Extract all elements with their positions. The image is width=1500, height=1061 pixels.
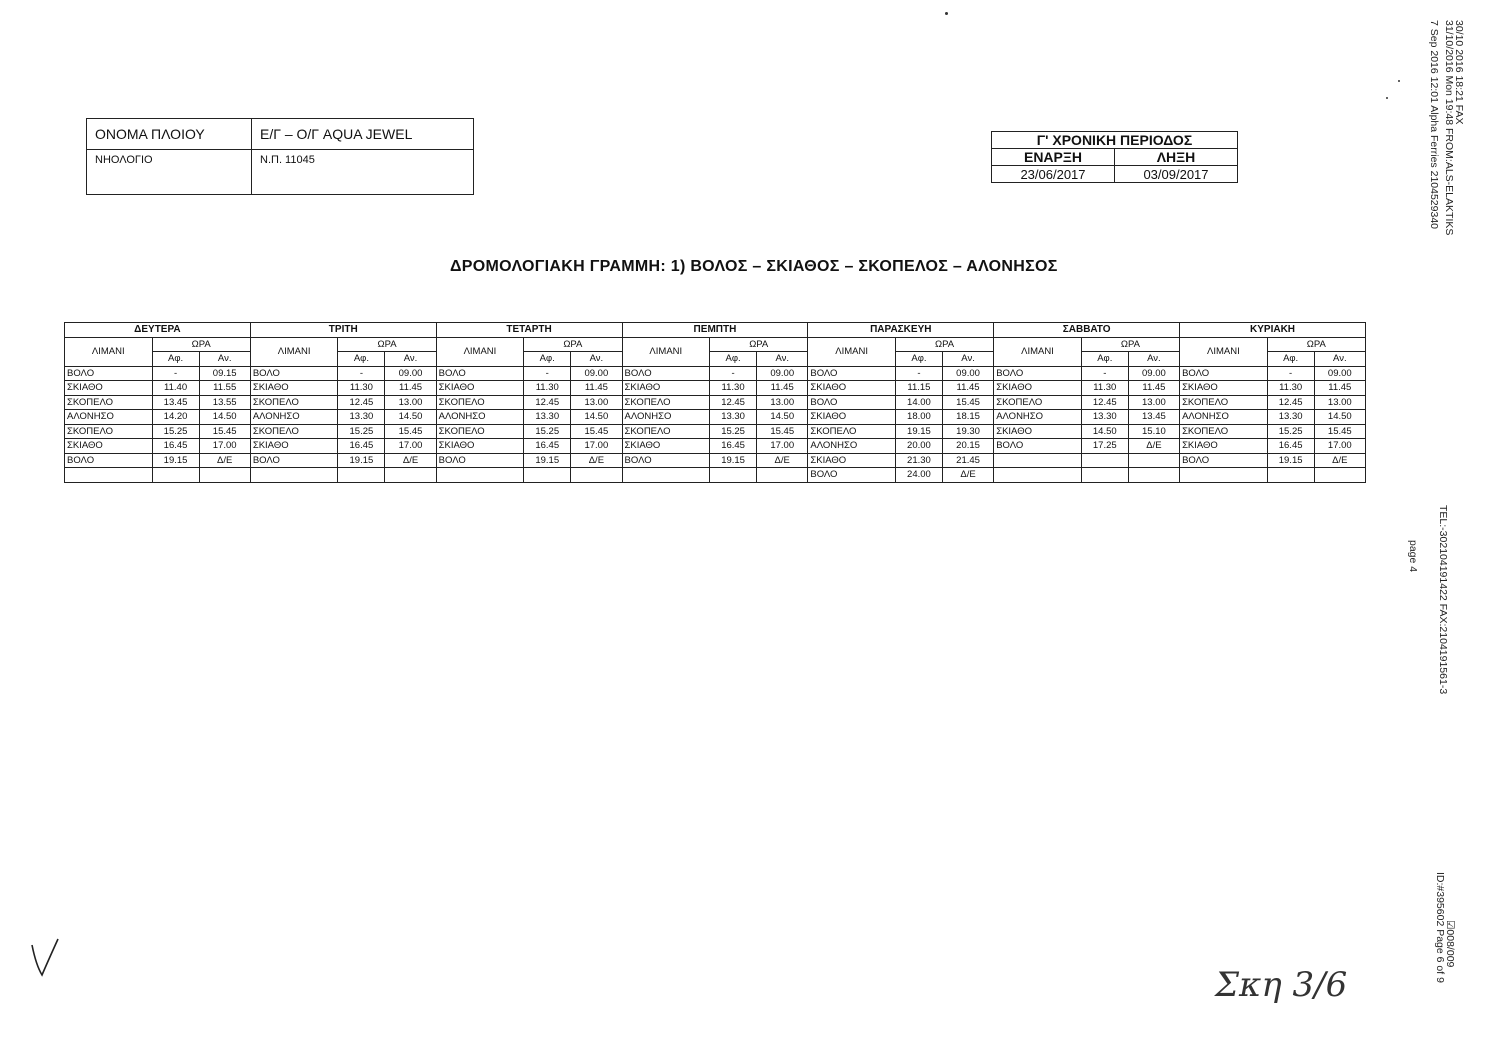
port-cell: ΣΚΟΠΕΛΟ: [1180, 395, 1268, 410]
arrival-time: -: [524, 366, 571, 381]
port-cell: ΣΚΟΠΕΛΟ: [65, 395, 153, 410]
departure-time: 15.45: [757, 424, 808, 439]
port-cell: ΒΟΛΟ: [1180, 453, 1268, 468]
arrival-header: Αφ.: [152, 352, 199, 367]
departure-time: 14.50: [1314, 410, 1365, 425]
fax-header-line: TEL:-302104191422 FAX:2104191561-3: [1437, 505, 1449, 695]
arrival-header: Αφ.: [895, 352, 942, 367]
port-cell: ΣΚΟΠΕΛΟ: [250, 395, 338, 410]
arrival-time: 24.00: [895, 468, 942, 483]
departure-time: 11.45: [1314, 381, 1365, 396]
departure-time: 14.50: [571, 410, 622, 425]
day-header: ΣΑΒΒΑΤΟ: [994, 323, 1180, 338]
port-header: ΛΙΜΑΝΙ: [808, 337, 896, 366]
period-table: [991, 131, 1238, 183]
time-header: ΩΡΑ: [1081, 337, 1179, 352]
arrival-time: [710, 468, 757, 483]
ship-info-table: [86, 118, 474, 195]
arrival-time: 21.30: [895, 453, 942, 468]
port-cell: ΣΚΟΠΕΛΟ: [250, 424, 338, 439]
departure-time: 13.00: [1314, 395, 1365, 410]
arrival-time: 18.00: [895, 410, 942, 425]
departure-time: 13.00: [571, 395, 622, 410]
port-cell: ΣΚΙΑΘΟ: [250, 381, 338, 396]
day-header: ΠΕΜΠΤΗ: [622, 323, 808, 338]
arrival-time: 19.15: [338, 453, 385, 468]
departure-header: Αν.: [1314, 352, 1365, 367]
departure-time: 09.15: [199, 366, 250, 381]
departure-time: 17.00: [199, 439, 250, 454]
port-cell: ΑΛΟΝΗΣΟ: [65, 410, 153, 425]
arrival-time: 12.45: [338, 395, 385, 410]
checkmark-icon: [28, 935, 62, 981]
port-cell: ΣΚΙΑΘΟ: [622, 381, 710, 396]
port-header: ΛΙΜΑΝΙ: [994, 337, 1082, 366]
departure-time: 15.45: [571, 424, 622, 439]
period-end-date: 03/09/2017: [1115, 166, 1238, 183]
schedule-table: [64, 322, 1366, 483]
port-cell: ΣΚΟΠΕΛΟ: [65, 424, 153, 439]
time-header: ΩΡΑ: [710, 337, 808, 352]
arrival-time: 14.20: [152, 410, 199, 425]
day-header-row: [65, 323, 1366, 338]
arrival-time: -: [710, 366, 757, 381]
departure-header: Αν.: [757, 352, 808, 367]
port-cell: ΒΟΛΟ: [250, 366, 338, 381]
departure-time: 17.00: [385, 439, 436, 454]
arrival-time: 11.15: [895, 381, 942, 396]
departure-time: 11.55: [199, 381, 250, 396]
fax-header-line: ID:#395602 Page 6 of 9: [1434, 872, 1446, 983]
arrival-time: 20.00: [895, 439, 942, 454]
departure-time: 19.30: [942, 424, 993, 439]
departure-time: 13.00: [1128, 395, 1179, 410]
departure-header: Αν.: [1128, 352, 1179, 367]
departure-time: [571, 468, 622, 483]
table-row: [65, 395, 1366, 410]
departure-header: Αν.: [942, 352, 993, 367]
day-header: ΠΑΡΑΣΚΕΥΗ: [808, 323, 994, 338]
departure-time: [1128, 453, 1179, 468]
departure-time: 11.45: [757, 381, 808, 396]
table-row: [65, 439, 1366, 454]
fax-header-line: 7 Sep 2016 12:01 Alpha Ferries 2104529340: [1428, 20, 1440, 230]
departure-time: [199, 468, 250, 483]
port-header: ΛΙΜΑΝΙ: [622, 337, 710, 366]
departure-time: [1314, 468, 1365, 483]
arrival-time: 13.30: [338, 410, 385, 425]
arrival-time: -: [1267, 366, 1314, 381]
period-start-label: ΕΝΑΡΞΗ: [992, 149, 1115, 166]
arrival-time: 12.45: [1267, 395, 1314, 410]
port-cell: ΒΟΛΟ: [994, 439, 1082, 454]
port-cell: [65, 468, 153, 483]
period-end-label: ΛΗΞΗ: [1115, 149, 1238, 166]
port-cell: ΑΛΟΝΗΣΟ: [808, 439, 896, 454]
departure-time: 15.45: [942, 395, 993, 410]
departure-time: Δ/Ε: [1314, 453, 1365, 468]
arrival-time: 19.15: [1267, 453, 1314, 468]
port-cell: ΣΚΟΠΕΛΟ: [436, 424, 524, 439]
port-cell: ΒΟΛΟ: [622, 453, 710, 468]
port-cell: ΑΛΟΝΗΣΟ: [994, 410, 1082, 425]
time-header: ΩΡΑ: [524, 337, 622, 352]
table-row: [65, 410, 1366, 425]
port-cell: ΣΚΙΑΘΟ: [994, 381, 1082, 396]
arrival-time: 13.30: [1267, 410, 1314, 425]
arrival-time: 15.25: [710, 424, 757, 439]
departure-time: 11.45: [571, 381, 622, 396]
port-cell: ΣΚΙΑΘΟ: [436, 439, 524, 454]
arrival-time: 19.15: [710, 453, 757, 468]
departure-time: 13.00: [385, 395, 436, 410]
period-title: Γ' ΧΡΟΝΙΚΗ ΠΕΡΙΟΔΟΣ: [992, 132, 1238, 149]
arrival-time: 11.30: [1267, 381, 1314, 396]
arrival-header: Αφ.: [338, 352, 385, 367]
port-cell: ΣΚΟΠΕΛΟ: [622, 395, 710, 410]
port-header: ΛΙΜΑΝΙ: [65, 337, 153, 366]
ship-name-label: ΟΝΟΜΑ ΠΛΟΙΟΥ: [87, 119, 252, 150]
departure-time: [757, 468, 808, 483]
arrival-time: 13.30: [710, 410, 757, 425]
arrival-time: 11.30: [524, 381, 571, 396]
departure-time: 09.00: [571, 366, 622, 381]
departure-header: Αν.: [199, 352, 250, 367]
port-cell: [622, 468, 710, 483]
port-cell: ΣΚΙΑΘΟ: [808, 410, 896, 425]
arrival-time: [1267, 468, 1314, 483]
arrival-time: 13.30: [1081, 410, 1128, 425]
departure-time: 11.45: [1128, 381, 1179, 396]
ship-registry-value: Ν.Π. 11045: [252, 150, 474, 195]
arrival-time: 15.25: [152, 424, 199, 439]
port-cell: ΑΛΟΝΗΣΟ: [1180, 410, 1268, 425]
departure-time: 17.00: [757, 439, 808, 454]
arrival-time: 17.25: [1081, 439, 1128, 454]
departure-time: 13.55: [199, 395, 250, 410]
port-cell: ΣΚΙΑΘΟ: [250, 439, 338, 454]
scan-speck: [945, 12, 948, 15]
port-cell: ΒΟΛΟ: [622, 366, 710, 381]
arrival-time: [1081, 468, 1128, 483]
port-cell: ΒΟΛΟ: [808, 366, 896, 381]
port-cell: ΣΚΙΑΘΟ: [622, 439, 710, 454]
port-header: ΛΙΜΑΝΙ: [250, 337, 338, 366]
port-cell: ΣΚΟΠΕΛΟ: [808, 424, 896, 439]
arrival-time: 11.40: [152, 381, 199, 396]
arrival-time: 14.00: [895, 395, 942, 410]
arrival-time: 19.15: [524, 453, 571, 468]
departure-time: Δ/Ε: [385, 453, 436, 468]
port-cell: ΒΟΛΟ: [808, 468, 896, 483]
departure-header: Αν.: [571, 352, 622, 367]
departure-time: Δ/Ε: [757, 453, 808, 468]
table-row: [65, 468, 1366, 483]
arrival-time: 12.45: [1081, 395, 1128, 410]
departure-time: 09.00: [942, 366, 993, 381]
departure-time: [1128, 468, 1179, 483]
departure-time: Δ/Ε: [942, 468, 993, 483]
ship-name-value: Ε/Γ – Ο/Γ AQUA JEWEL: [252, 119, 474, 150]
departure-time: 09.00: [1128, 366, 1179, 381]
port-cell: ΒΟΛΟ: [994, 366, 1082, 381]
port-cell: [994, 468, 1082, 483]
port-cell: ΑΛΟΝΗΣΟ: [250, 410, 338, 425]
departure-time: 15.10: [1128, 424, 1179, 439]
arrival-header: Αφ.: [1267, 352, 1314, 367]
departure-time: Δ/Ε: [1128, 439, 1179, 454]
fax-header-line: 31/10/2016 Mon 19:48 FROM:ALS-ELAKTIKS: [1443, 20, 1455, 236]
port-cell: ΒΟΛΟ: [65, 366, 153, 381]
departure-time: 13.45: [1128, 410, 1179, 425]
departure-time: Δ/Ε: [571, 453, 622, 468]
arrival-time: [1081, 453, 1128, 468]
scan-speck: [1398, 80, 1400, 82]
arrival-time: 15.25: [338, 424, 385, 439]
arrival-time: 11.30: [338, 381, 385, 396]
arrival-time: 11.30: [1081, 381, 1128, 396]
port-cell: ΑΛΟΝΗΣΟ: [436, 410, 524, 425]
day-header: ΤΕΤΑΡΤΗ: [436, 323, 622, 338]
arrival-header: Αφ.: [524, 352, 571, 367]
departure-header: Αν.: [385, 352, 436, 367]
ship-registry-label: ΝΗΟΛΟΓΙΟ: [87, 150, 252, 195]
port-cell: ΣΚΟΠΕΛΟ: [1180, 424, 1268, 439]
time-header: ΩΡΑ: [152, 337, 250, 352]
day-header: ΤΡΙΤΗ: [250, 323, 436, 338]
departure-time: 15.45: [1314, 424, 1365, 439]
arrival-time: 13.45: [152, 395, 199, 410]
port-cell: ΒΟΛΟ: [436, 453, 524, 468]
port-cell: ΣΚΙΑΘΟ: [436, 381, 524, 396]
arrival-header: Αφ.: [710, 352, 757, 367]
port-cell: ΒΟΛΟ: [1180, 366, 1268, 381]
table-row: [65, 381, 1366, 396]
departure-time: [385, 468, 436, 483]
port-cell: ΣΚΙΑΘΟ: [808, 381, 896, 396]
departure-time: 14.50: [385, 410, 436, 425]
departure-time: 11.45: [385, 381, 436, 396]
port-header: ΛΙΜΑΝΙ: [1180, 337, 1268, 366]
port-cell: ΣΚΙΑΘΟ: [1180, 381, 1268, 396]
departure-time: 17.00: [1314, 439, 1365, 454]
arrival-time: 16.45: [524, 439, 571, 454]
route-title: ΔΡΟΜΟΛΟΓΙΑΚΗ ΓΡΑΜΜΗ: 1) ΒΟΛΟΣ – ΣΚΙΑΘΟΣ – ΣΚΟΠΕΛΟΣ – ΑΛΟΝΗΣΟΣ: [450, 258, 1058, 275]
handwritten-note: Σκη 3/6: [1215, 965, 1348, 1005]
fax-header-line: 30/10 2016 18:21 FAX: [1453, 20, 1465, 125]
arrival-time: [524, 468, 571, 483]
time-header: ΩΡΑ: [1267, 337, 1365, 352]
port-cell: ΣΚΙΑΘΟ: [65, 381, 153, 396]
departure-time: 20.15: [942, 439, 993, 454]
time-header: ΩΡΑ: [895, 337, 993, 352]
departure-time: 21.45: [942, 453, 993, 468]
departure-time: 17.00: [571, 439, 622, 454]
arrival-time: 19.15: [152, 453, 199, 468]
day-header: ΚΥΡΙΑΚΗ: [1180, 323, 1366, 338]
port-cell: ΒΟΛΟ: [808, 395, 896, 410]
arrival-time: 15.25: [524, 424, 571, 439]
port-cell: ΒΟΛΟ: [250, 453, 338, 468]
port-cell: ΒΟΛΟ: [436, 366, 524, 381]
time-header: ΩΡΑ: [338, 337, 436, 352]
fax-header-line: ☑008/009: [1444, 920, 1456, 968]
day-header: ΔΕΥΤΕΡΑ: [65, 323, 251, 338]
port-cell: ΣΚΙΑΘΟ: [994, 424, 1082, 439]
departure-time: 15.45: [385, 424, 436, 439]
arrival-time: -: [338, 366, 385, 381]
arrival-time: 16.45: [710, 439, 757, 454]
port-cell: ΣΚΙΑΘΟ: [808, 453, 896, 468]
port-cell: ΣΚΟΠΕΛΟ: [994, 395, 1082, 410]
fax-header-line: page 4: [1407, 540, 1419, 573]
departure-time: 11.45: [942, 381, 993, 396]
departure-time: 15.45: [199, 424, 250, 439]
arrival-time: -: [152, 366, 199, 381]
departure-time: 09.00: [385, 366, 436, 381]
arrival-time: 13.30: [524, 410, 571, 425]
arrival-time: 19.15: [895, 424, 942, 439]
port-cell: [994, 453, 1082, 468]
departure-time: 13.00: [757, 395, 808, 410]
arrival-time: 16.45: [152, 439, 199, 454]
port-header: ΛΙΜΑΝΙ: [436, 337, 524, 366]
period-start-date: 23/06/2017: [992, 166, 1115, 183]
departure-time: 14.50: [757, 410, 808, 425]
departure-time: 09.00: [757, 366, 808, 381]
arrival-time: [338, 468, 385, 483]
arrival-time: -: [1081, 366, 1128, 381]
arrival-time: 11.30: [710, 381, 757, 396]
scan-speck: [1386, 97, 1388, 99]
departure-time: 09.00: [1314, 366, 1365, 381]
port-cell: [1180, 468, 1268, 483]
arrival-time: 16.45: [338, 439, 385, 454]
arrival-time: 15.25: [1267, 424, 1314, 439]
table-row: [65, 366, 1366, 381]
departure-time: 14.50: [199, 410, 250, 425]
column-header-row: [65, 337, 1366, 352]
port-cell: ΒΟΛΟ: [65, 453, 153, 468]
departure-time: Δ/Ε: [199, 453, 250, 468]
arrival-time: 14.50: [1081, 424, 1128, 439]
table-row: [65, 453, 1366, 468]
table-row: [65, 424, 1366, 439]
port-cell: ΣΚΟΠΕΛΟ: [622, 424, 710, 439]
departure-time: 18.15: [942, 410, 993, 425]
arrival-time: 12.45: [524, 395, 571, 410]
port-cell: ΣΚΙΑΘΟ: [1180, 439, 1268, 454]
arrival-time: 12.45: [710, 395, 757, 410]
arrival-time: -: [895, 366, 942, 381]
port-cell: [250, 468, 338, 483]
arrival-header: Αφ.: [1081, 352, 1128, 367]
arrival-time: [152, 468, 199, 483]
port-cell: [436, 468, 524, 483]
port-cell: ΑΛΟΝΗΣΟ: [622, 410, 710, 425]
arrival-time: 16.45: [1267, 439, 1314, 454]
port-cell: ΣΚΟΠΕΛΟ: [436, 395, 524, 410]
port-cell: ΣΚΙΑΘΟ: [65, 439, 153, 454]
